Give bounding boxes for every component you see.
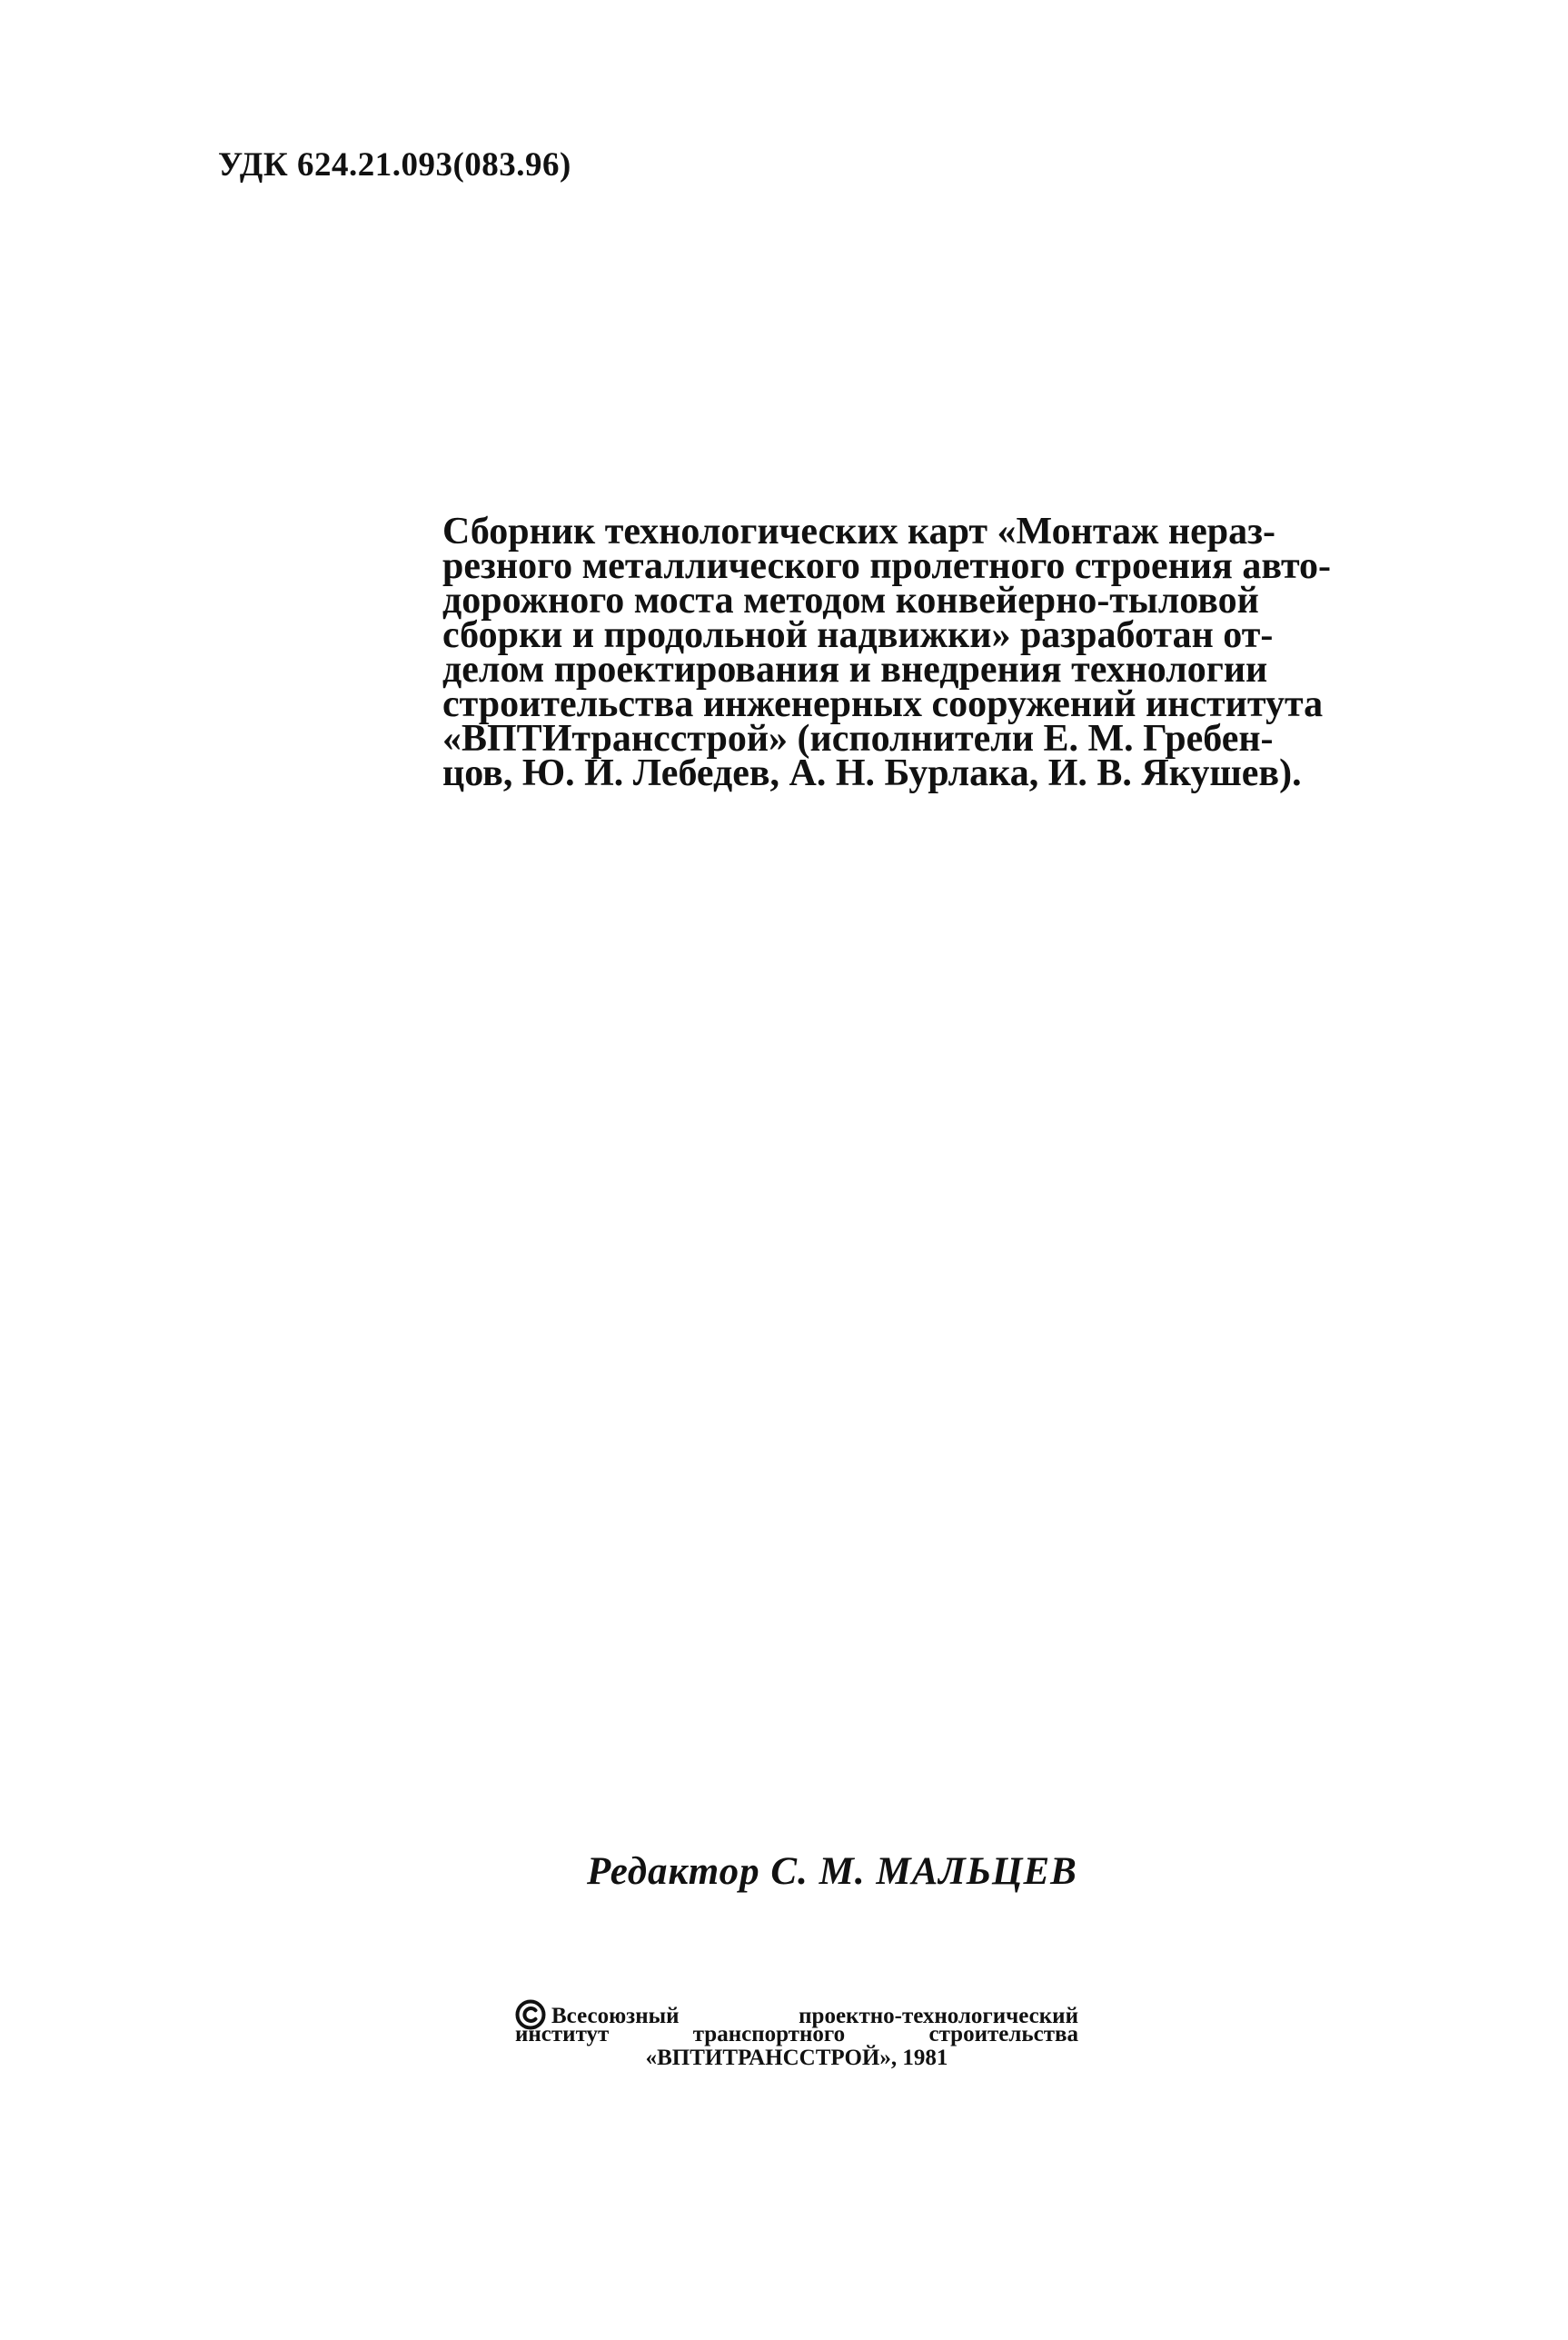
abstract-line: делом проектирования и внедрения технологии [442, 649, 1268, 691]
abstract-line: цов, Ю. И. Лебедев, А. Н. Бурлака, И. В. Якушев). [442, 752, 1302, 794]
copyright-line-1-text: Всесоюзный проектно-технологический [551, 2004, 1078, 2028]
abstract-line: резного металлического пролетного строения авто- [442, 545, 1332, 587]
udk-code: УДК 624.21.093(083.96) [218, 146, 571, 184]
copyright-line-1 [515, 1999, 1078, 2028]
abstract-line: сборки и продольной надвижки» разработан от- [442, 614, 1274, 656]
copyright-block [515, 1999, 1078, 2070]
copyright-line-3: «ВПТИТРАНССТРОЙ», 1981 [645, 2046, 948, 2070]
abstract-line: Сборник технологических карт «Монтаж нераз- [442, 511, 1275, 553]
abstract-line: «ВПТИтрансстрой» (исполнители Е. М. Гребен- [442, 718, 1274, 760]
abstract-paragraph [442, 511, 1332, 794]
editor-credit: Редактор С. М. МАЛЬЦЕВ [587, 1850, 1077, 1893]
copyright-line-2: институт транспортного строительства [515, 2022, 1078, 2046]
abstract-line: строительства инженерных сооружений института [442, 683, 1324, 725]
abstract-line: дорожного моста методом конвейерно-тыловой [442, 580, 1259, 622]
